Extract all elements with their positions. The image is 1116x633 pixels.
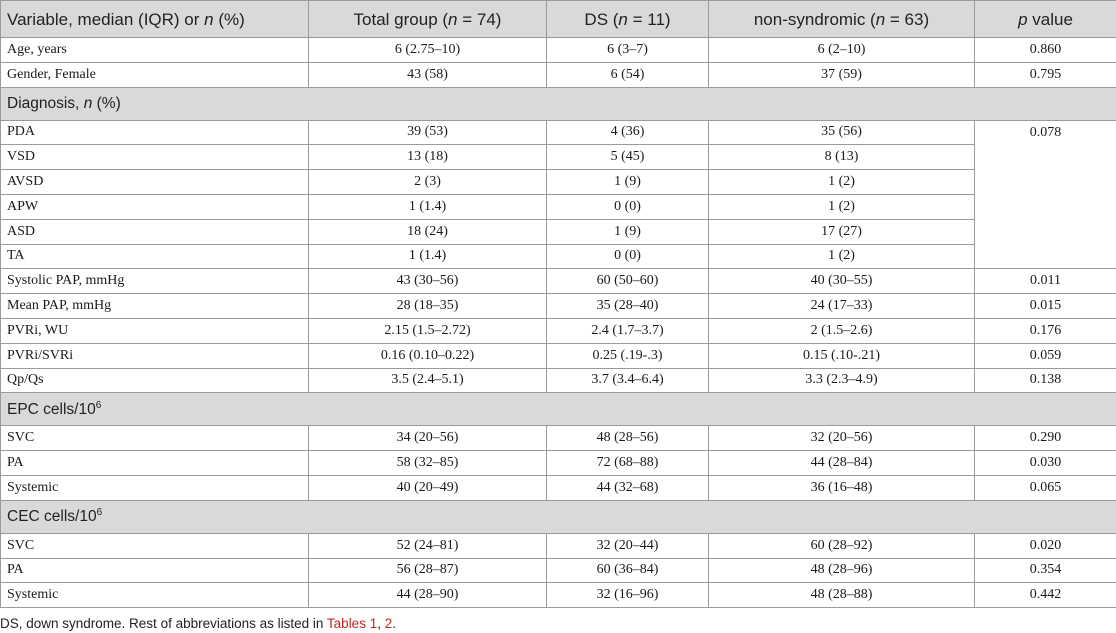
cell-p-value: 0.015 [975,294,1116,319]
header-p-value: p value [975,1,1116,38]
cell-p-value: 0.059 [975,343,1116,368]
cell-p-value: 0.442 [975,583,1116,608]
cell-total: 2.15 (1.5–2.72) [309,318,547,343]
cell-non-syndromic: 3.3 (2.3–4.9) [709,368,975,393]
cell-p-value: 0.020 [975,533,1116,558]
table-2-link[interactable]: 2 [384,616,393,631]
footnote-separator: , [377,616,385,631]
cell-total: 6 (2.75–10) [309,38,547,63]
cell-total: 3.5 (2.4–5.1) [309,368,547,393]
cell-p-value: 0.030 [975,451,1116,476]
cell-non-syndromic: 1 (2) [709,170,975,195]
cell-ds: 2.4 (1.7–3.7) [547,318,709,343]
cell-ds: 1 (9) [547,170,709,195]
cell-non-syndromic: 17 (27) [709,219,975,244]
header-non-syndromic: non-syndromic (n = 63) [709,1,975,38]
cell-p-value: 0.138 [975,368,1116,393]
cell-non-syndromic: 48 (28–88) [709,583,975,608]
table-row [1,38,1116,63]
row-label: Age, years [1,38,309,63]
cell-p-value: 0.290 [975,426,1116,451]
cell-ds: 32 (16–96) [547,583,709,608]
cell-total: 58 (32–85) [309,451,547,476]
cell-total: 28 (18–35) [309,294,547,319]
section-title-cec: CEC cells/$10^6$ [1,500,1116,533]
cell-ds: 3.7 (3.4–6.4) [547,368,709,393]
footnote-end: . [392,616,397,631]
cell-ds: 60 (50–60) [547,269,709,294]
cell-ds: 32 (20–44) [547,533,709,558]
cell-ds: 60 (36–84) [547,558,709,583]
cell-non-syndromic: 37 (59) [709,62,975,87]
table-row [1,62,1116,87]
row-label: Gender, Female [1,62,309,87]
row-label: APW [1,194,309,219]
cell-ds: 35 (28–40) [547,294,709,319]
cell-non-syndromic: 32 (20–56) [709,426,975,451]
cell-total: 0.16 (0.10–0.22) [309,343,547,368]
table-row [1,219,1116,244]
tables-1-link[interactable]: Tables 1 [326,616,378,631]
row-label: AVSD [1,170,309,195]
cell-total: 43 (58) [309,62,547,87]
table-row [1,583,1116,608]
cell-ds: 72 (68–88) [547,451,709,476]
table-row [1,475,1116,500]
table-row [1,244,1116,269]
cell-ds: 5 (45) [547,145,709,170]
cell-non-syndromic: 6 (2–10) [709,38,975,63]
cell-total: 44 (28–90) [309,583,547,608]
section-row-cec [1,500,1116,533]
cell-non-syndromic: 35 (56) [709,120,975,145]
header-ds: DS (n = 11) [547,1,709,38]
row-label: Qp/Qs [1,368,309,393]
cell-p-value: 0.354 [975,558,1116,583]
section-title-epc: EPC cells/$10^6$ [1,393,1116,426]
cell-total: 13 (18) [309,145,547,170]
cell-ds: 6 (54) [547,62,709,87]
row-label: VSD [1,145,309,170]
cell-p-value: 0.011 [975,269,1116,294]
row-label: PVRi/SVRi [1,343,309,368]
row-label: ASD [1,219,309,244]
cell-total: 43 (30–56) [309,269,547,294]
cell-ds: 0 (0) [547,244,709,269]
cell-ds: 0.25 (.19-.3) [547,343,709,368]
table-footnote [0,616,396,631]
row-label: SVC [1,533,309,558]
table-row [1,533,1116,558]
row-label: TA [1,244,309,269]
cell-non-syndromic: 8 (13) [709,145,975,170]
row-label: Systolic PAP, mmHg [1,269,309,294]
table-row [1,451,1116,476]
table-row [1,558,1116,583]
cell-non-syndromic: 24 (17–33) [709,294,975,319]
row-label: Systemic [1,583,309,608]
row-label: Mean PAP, mmHg [1,294,309,319]
cell-total: 1 (1.4) [309,194,547,219]
row-label: PDA [1,120,309,145]
cell-ds: 44 (32–68) [547,475,709,500]
cell-ds: 48 (28–56) [547,426,709,451]
table-row [1,269,1116,294]
cell-p-value-diagnosis: 0.078 [975,120,1116,269]
section-row-diagnosis [1,87,1116,120]
section-row-epc [1,393,1116,426]
table-row [1,426,1116,451]
cell-total: 2 (3) [309,170,547,195]
cell-non-syndromic: 60 (28–92) [709,533,975,558]
cell-total: 18 (24) [309,219,547,244]
footnote-text: DS, down syndrome. Rest of abbreviations as listed in [0,616,327,631]
table-row [1,145,1116,170]
cell-total: 52 (24–81) [309,533,547,558]
cell-ds: 0 (0) [547,194,709,219]
cell-non-syndromic: 44 (28–84) [709,451,975,476]
table-row [1,368,1116,393]
cell-total: 40 (20–49) [309,475,547,500]
cell-non-syndromic: 0.15 (.10-.21) [709,343,975,368]
row-label: PA [1,451,309,476]
header-variable: Variable, median (IQR) or n (%) [1,1,309,38]
cell-p-value: 0.860 [975,38,1116,63]
table-row [1,170,1116,195]
table-row [1,343,1116,368]
cell-ds: 4 (36) [547,120,709,145]
cell-non-syndromic: 2 (1.5–2.6) [709,318,975,343]
table-row [1,194,1116,219]
row-label: PVRi, WU [1,318,309,343]
table-row [1,318,1116,343]
table-row [1,294,1116,319]
row-label: Systemic [1,475,309,500]
cell-non-syndromic: 1 (2) [709,244,975,269]
cell-non-syndromic: 36 (16–48) [709,475,975,500]
cell-total: 39 (53) [309,120,547,145]
header-row [1,1,1116,38]
cell-p-value: 0.795 [975,62,1116,87]
cell-non-syndromic: 40 (30–55) [709,269,975,294]
cell-non-syndromic: 48 (28–96) [709,558,975,583]
section-title-diagnosis: Diagnosis, n (%) [1,87,1116,120]
cell-p-value: 0.065 [975,475,1116,500]
cell-ds: 6 (3–7) [547,38,709,63]
row-label: PA [1,558,309,583]
header-total-group: Total group (n = 74) [309,1,547,38]
cell-total: 1 (1.4) [309,244,547,269]
row-label: SVC [1,426,309,451]
cell-ds: 1 (9) [547,219,709,244]
cell-non-syndromic: 1 (2) [709,194,975,219]
cell-p-value: 0.176 [975,318,1116,343]
cell-total: 34 (20–56) [309,426,547,451]
table-row [1,120,1116,145]
cell-total: 56 (28–87) [309,558,547,583]
